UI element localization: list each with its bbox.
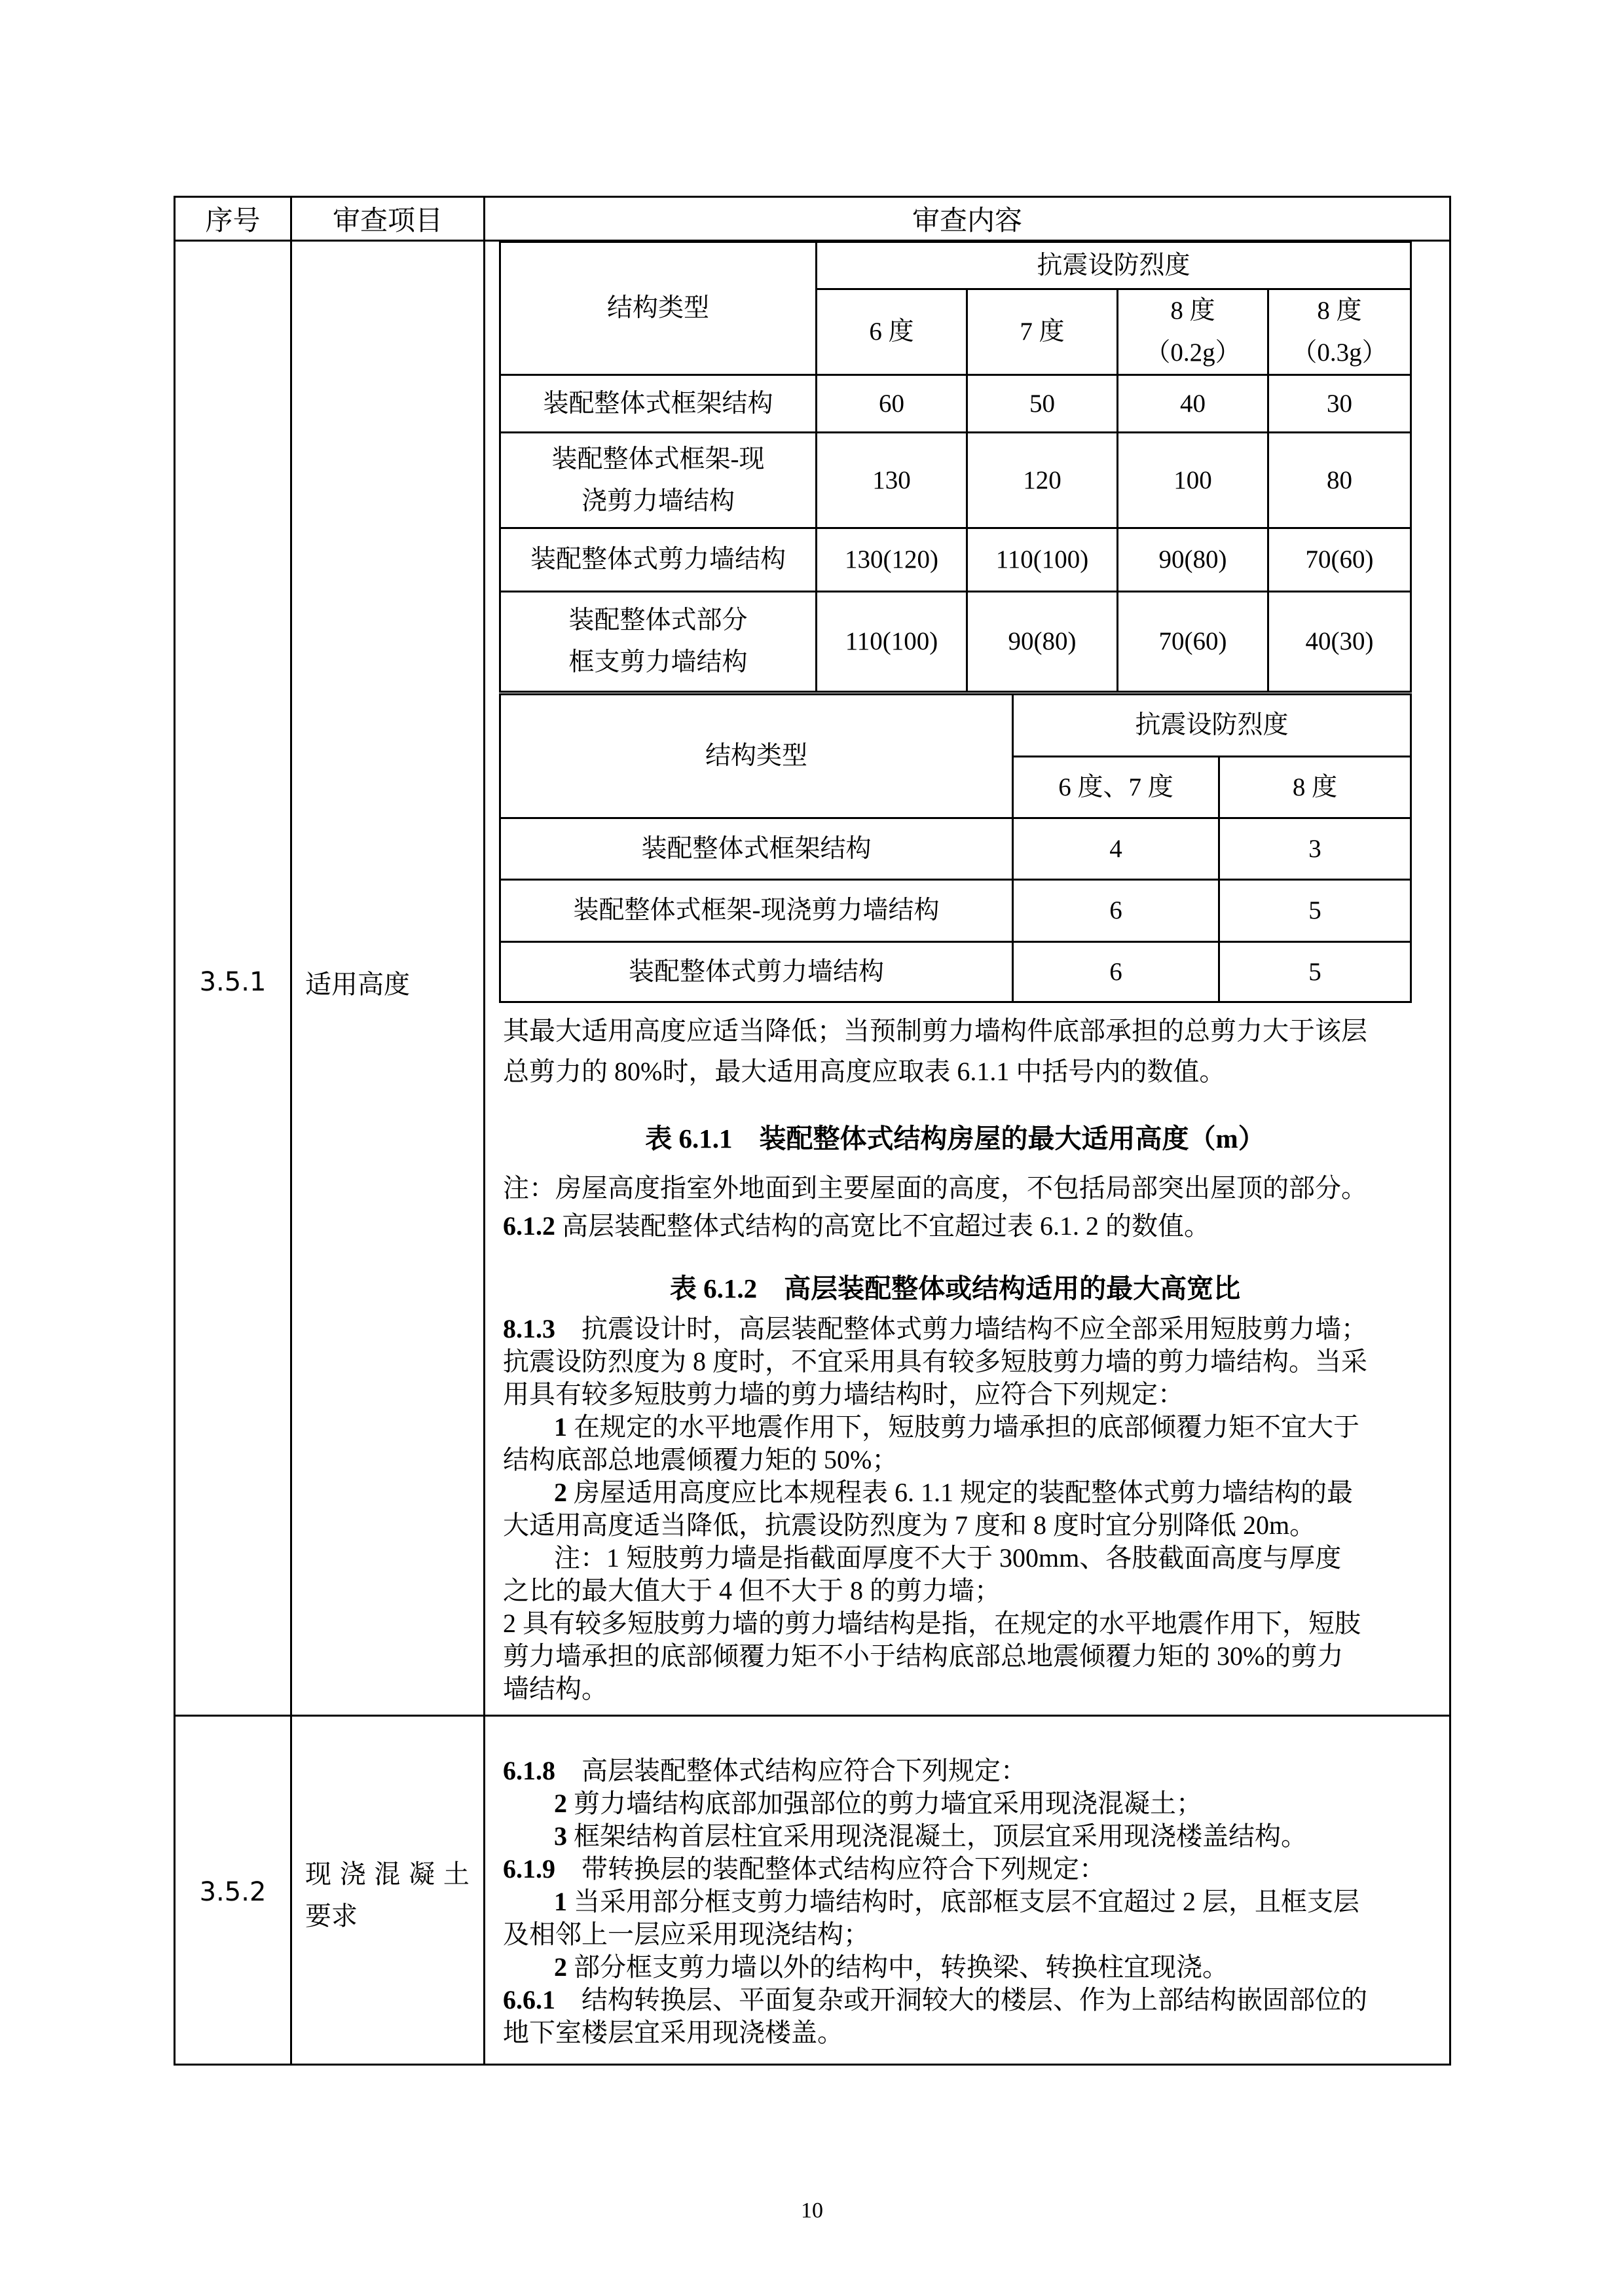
t1-group-header: 抗震设防烈度 xyxy=(1037,251,1190,280)
t2-col-6-7: 6 度、7 度 xyxy=(1058,773,1173,801)
header-col-content: 审查内容 xyxy=(912,204,1022,236)
t1-col-7: 7 度 xyxy=(1020,318,1065,346)
t2-group-header: 抗震设防烈度 xyxy=(1135,711,1289,739)
t1-cell: 110(100) xyxy=(845,627,938,655)
t1-col-6: 6 度 xyxy=(869,318,914,346)
outer-border-bottom xyxy=(174,2064,1451,2066)
header-col-no: 序号 xyxy=(205,204,261,236)
t1-cell: 30 xyxy=(1327,389,1352,418)
t1-row-partial-frame-type: 装配整体式部分 框支剪力墙结构 xyxy=(568,606,748,676)
outer-col-divider-2 xyxy=(483,196,485,2066)
header-col-item: 审查项目 xyxy=(332,204,443,236)
clauses-cast-in-place: 6.1.8 高层装配整体式结构应符合下列规定： 2 剪力墙结构底部加强部位的剪力墙宜采用现浇混凝土； 3 框架结构首层柱宜采用现浇混凝土，顶层宜采用现浇楼盖结构。 6.1.9 带转换层的装配整体式结构应符合下列规定： 1 当采用部分框支剪力墙结构时，底部框支层不宜超过 2 层，且框支层 及相邻上一层应采用现浇结构； 2 部分框支剪力墙以外的结构中，转换梁、转换柱宜现浇。 6.6.1 结构转换层、平面复杂或开洞较大的楼层、作为上部结构嵌固部位的 地下室楼层宜采用现浇楼盖。 xyxy=(503,1756,1367,2047)
outer-border-right xyxy=(1449,196,1451,2066)
t1-cell: 60 xyxy=(879,389,904,418)
t1-cell: 70(60) xyxy=(1305,545,1374,574)
t2-type-header: 结构类型 xyxy=(705,742,807,770)
t2-cell: 6 xyxy=(1109,896,1122,924)
t1-cell: 70(60) xyxy=(1158,627,1227,655)
row-3-5-1-item: 适用高度 xyxy=(305,969,410,1000)
t1-row-frame-type: 装配整体式框架结构 xyxy=(543,389,773,418)
page-number: 10 xyxy=(801,2198,823,2223)
t1-row-shearwall-type: 装配整体式剪力墙结构 xyxy=(530,545,786,574)
clause-8-1-3: 8.1.3 抗震设计时，高层装配整体式剪力墙结构不应全部采用短肢剪力墙； 抗震设防烈度为 8 度时，不宜采用具有较多短肢剪力墙的剪力墙结构。当采 用具有较多短肢剪力墙的剪力墙结构时，应符合下列规定： 1 在规定的水平地震作用下，短肢剪力墙承担的底部倾覆力矩不宜大于 结构底部总地震倾覆力矩的 50%； 2 房屋适用高度应比本规程表 6. 1.1 规定的装配整体式剪力墙结构的最 大适用高度适当降低，抗震设防烈度为 7 度和 8 度时宜分别降低 20m。 注：1 短肢剪力墙是指截面厚度不大于 300mm、各肢截面高度与厚度 之比的最大值大于 4 但不大于 8 的剪力墙； 2 具有较多短肢剪力墙的剪力墙结构是指，在规定的水平地震作用下，短肢 剪力墙承担的底部倾覆力矩不小于结构底部总地震倾覆力矩的 30%的剪力 墙结构。 xyxy=(503,1314,1367,1704)
t1-type-header: 结构类型 xyxy=(606,294,709,322)
paragraph-height-reduction: 其最大适用高度应适当降低；当预制剪力墙构件底部承担的总剪力大于该层 总剪力的 80%时，最大适用高度应取表 6.1.1 中括号内的数值。 xyxy=(503,1016,1367,1086)
outer-row-divider xyxy=(174,1715,1451,1717)
t1-cell: 40 xyxy=(1180,389,1206,418)
t1-cell: 110(100) xyxy=(995,545,1089,574)
t1-cell: 130 xyxy=(872,465,911,494)
row-3-5-2-item: 现 浇 混 凝 土 要求 xyxy=(305,1859,470,1931)
t2-row-frame-type: 装配整体式框架结构 xyxy=(641,834,872,863)
t1-cell: 90(80) xyxy=(1008,627,1077,655)
outer-border-left xyxy=(174,196,175,2066)
t1-cell: 40(30) xyxy=(1305,627,1374,655)
t1-cell: 50 xyxy=(1029,389,1055,418)
t1-cell: 120 xyxy=(1023,465,1061,494)
t1-col-8-02g: 8 度 （0.2g） xyxy=(1145,297,1241,367)
t2-cell: 3 xyxy=(1308,834,1321,863)
t1-row-frame-shearwall-type: 装配整体式框架-现 浇剪力墙结构 xyxy=(551,445,765,515)
caption-table-6-1-2: 表 6.1.2 高层装配整体或结构适用的最大高宽比 xyxy=(669,1273,1241,1303)
t1-col-8-03g: 8 度 （0.3g） xyxy=(1291,297,1388,367)
t1-cell: 100 xyxy=(1173,465,1212,494)
t2-row-frame-shearwall-type: 装配整体式框架-现浇剪力墙结构 xyxy=(573,896,940,924)
t1-cell: 80 xyxy=(1327,465,1352,494)
note-house-height: 注：房屋高度指室外地面到主要屋面的高度，不包括局部突出屋顶的部分。 xyxy=(503,1173,1367,1203)
t2-row-shearwall-type: 装配整体式剪力墙结构 xyxy=(628,957,884,986)
outer-col-divider-1 xyxy=(290,196,292,2066)
clause-6-1-2: 6.1.2 高层装配整体式结构的高宽比不宜超过表 6.1. 2 的数值。 xyxy=(503,1211,1210,1241)
t2-cell: 6 xyxy=(1109,957,1122,986)
t2-cell: 4 xyxy=(1109,834,1122,863)
t2-cell: 5 xyxy=(1308,896,1321,924)
row-3-5-1-no: 3.5.1 xyxy=(199,967,267,997)
t2-cell: 5 xyxy=(1308,957,1321,986)
t1-cell: 90(80) xyxy=(1158,545,1227,574)
t2-col-8: 8 度 xyxy=(1292,773,1338,801)
caption-table-6-1-1: 表 6.1.1 装配整体式结构房屋的最大适用高度（m） xyxy=(645,1123,1265,1154)
row-3-5-2-no: 3.5.2 xyxy=(199,1877,267,1907)
t1-cell: 130(120) xyxy=(845,545,938,574)
